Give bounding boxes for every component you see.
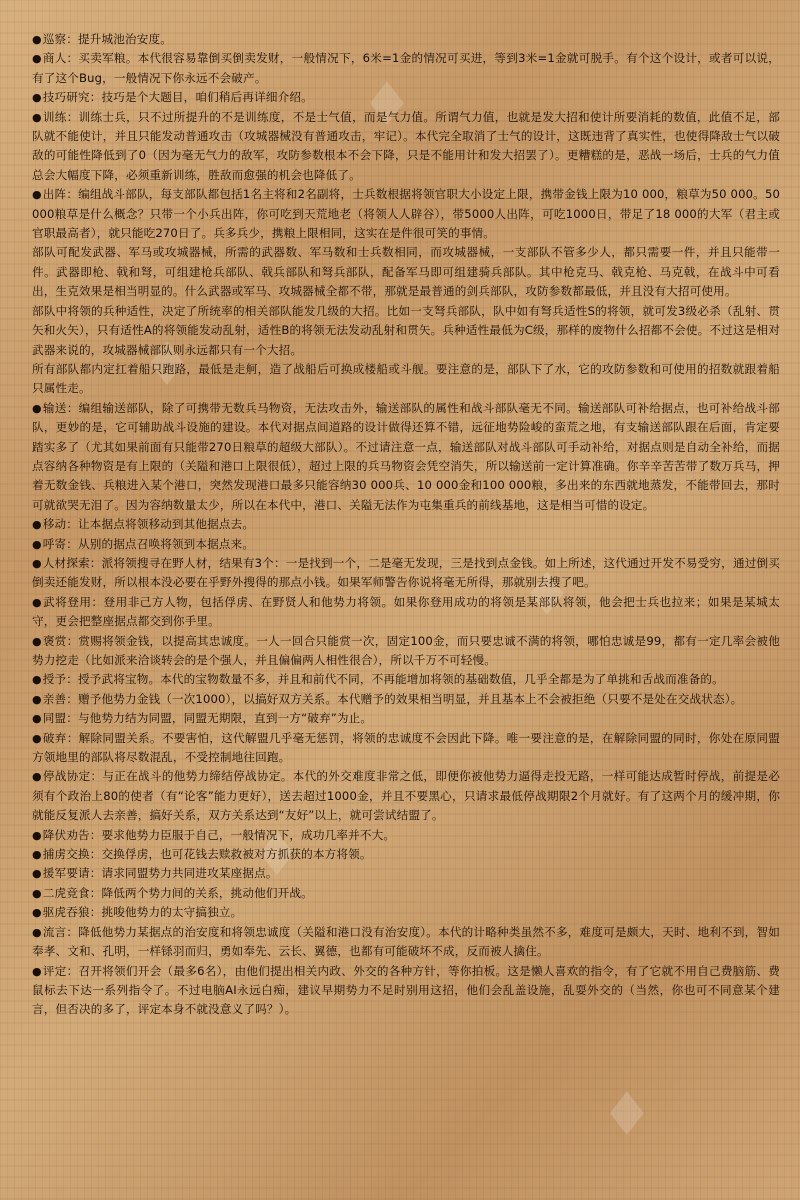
paragraph	[32, 399, 780, 515]
bullet-icon: ●	[32, 595, 43, 609]
bullet-icon: ●	[32, 906, 42, 920]
paragraph-text: 部队可配发武器、军马或攻城器械，所需的武器数、军马数和士兵数相同，而攻城器械，一支部队不管多少人，都只需要一件，并且只能带一件。武器即枪、戟和弩，可组建枪兵部队、戟兵部队和弩兵部队，配备军马即可组建骑兵部队。其中枪克马、戟克枪、马克戟，在战斗中可看出，生克效果是相当明显的。什么武器或军马、攻城器械全都不带，那就是最普通的剑兵部队，攻防参数都最低，并且没有大招可使用。	[32, 245, 780, 299]
bullet-icon: ●	[32, 867, 42, 881]
paragraph-text: 输送：编组输送部队，除了可携带无数兵马物资，无法攻击外，输送部队的属性和战斗部队毫无不同。输送部队可补给据点，也可补给战斗部队，更妙的是，它可辅助战斗设施的建设。本代对据点间道路的设计做得还算不错，远征地势险峻的蛮荒之地，有支输送部队跟在后面，肯定要踏实多了（尤其如果前面有只能带270日粮草的超级大部队）。不过请注意一点，输送部队对战斗部队可手动补给，对据点则是自动全补给，而据点容纳各种物资是有上限的（关隘和港口上限很低），超过上限的兵马物资会凭空消失，所以输送前一定计算准确。你辛辛苦苦带了数万兵马，押着无数金钱、兵粮进入某个港口，突然发现港口最多只能容纳30 000兵、10 000金和100 000粮，多出来的东西就地蒸发，不能带回去，那时可就欲哭无泪了。因为容纳数量太少，所以在本代中，港口、关隘无法作为屯集重兵的前线基地，这是相当可惜的设定。	[32, 400, 781, 512]
bullet-icon: ●	[32, 634, 42, 648]
paragraph	[32, 108, 780, 186]
bullet-icon: ●	[32, 964, 42, 978]
paragraph-text: 评定：召开将领们开会（最多6名），由他们提出相关内政、外交的各种方针，等你拍板。这是懒人喜欢的指令，有了它就不用自己费脑筋、费鼠标去下达一系列指令了。不过电脑AI永远白痴，建议早期势力不足时别用这招，他们会乱盖设施，乱耍外交的（当然，你也可不同意某个建言，但否决的多了，评定本身不就没意义了吗？）。	[32, 963, 781, 1017]
bullet-icon: ●	[32, 518, 42, 532]
paragraph	[32, 709, 780, 728]
paragraph	[32, 49, 780, 88]
article-body	[32, 30, 780, 1020]
bullet-icon: ●	[32, 33, 42, 46]
bullet-icon: ●	[32, 52, 42, 66]
paragraph-text: 降伏劝告：要求他势力臣服于自己，一般情况下，成功几率并不大。	[42, 827, 396, 842]
paragraph	[32, 845, 780, 864]
watermark-decoration: ♦	[360, 70, 414, 140]
paragraph	[32, 826, 780, 845]
bullet-icon: ●	[32, 692, 42, 706]
paragraph-text: 褒赏：赏赐将领金钱，以提高其忠诚度。一人一回合只能赏一次，固定100金，而只要忠诚不满的将领，哪怕忠诚是99，都有一定几率会被他势力挖走（比如派来洽谈转会的是个强人，并且偏偏两人相性很合），所以千万不可轻慢。	[32, 633, 780, 667]
paragraph	[32, 729, 780, 768]
paragraph	[32, 302, 780, 360]
paragraph	[32, 535, 780, 554]
paragraph	[32, 515, 780, 534]
bullet-icon: ●	[32, 886, 42, 900]
paragraph-text: 破弃：解除同盟关系。不要害怕，这代解盟几乎毫无惩罚，将领的忠诚度不会因此下降。唯一要注意的是，在解除同盟的同时，你处在原同盟方领地里的部队将尽数混乱，不受控制地往回跑。	[32, 730, 781, 765]
paragraph-text: 人材探索：派将领搜寻在野人材，结果有3个：一是找到一个，二是毫无发现，三是找到点金钱。如上所述，这代通过开发不易受穷，通过倒买倒卖还能发财，所以根本没必要在乎野外搜得的那点小钱。如果军师警告你说将毫无所得，那就别去搜了吧。	[32, 555, 780, 590]
paragraph	[32, 903, 780, 922]
paragraph	[32, 864, 780, 883]
paragraph	[32, 690, 780, 709]
paragraph-text: 技巧研究：技巧是个大题目，咱们稍后再详细介绍。	[42, 90, 313, 105]
paragraph	[32, 88, 780, 107]
paragraph-text: 驱虎吞狼：挑唆他势力的太守搞独立。	[42, 905, 243, 920]
paragraph-text: 流言：降低他势力某据点的治安度和将领忠诚度（关隘和港口没有治安度）。本代的计略种类虽然不多，难度可是颇大，天时、地利不到，智如奉孝、文和、孔明，一样铩羽而归，勇如奉先、云长、翼德，也都有可能破坏不成，反而被人擒住。	[32, 924, 781, 959]
paragraph-text: 所有部队都内定扛着船只跑路，最低是走舸，造了战船后可换成楼船或斗舰。要注意的是，部队下了水，它的攻防参数和可使用的招数就跟着船只属性走。	[32, 361, 780, 396]
bullet-icon: ●	[32, 828, 42, 842]
bullet-icon: ●	[32, 712, 42, 726]
paragraph-text: 部队中将领的兵种适性，决定了所统率的相关部队能发几级的大招。比如一支弩兵部队，队中如有弩兵适性S的将领，就可发3级必杀（乱射、贯矢和火矢），只有适性A的将领能发动乱射，适性B的将领无法发动乱射和贯矢。兵种适性最低为C级，那样的废物什么招都不会使。不过这是相对武器来说的，攻城器械部队则永远都只有一个大招。	[32, 303, 780, 357]
paragraph	[32, 593, 780, 632]
paragraph-text: 训练：训练士兵，只不过所提升的不是训练度，不是士气值，而是气力值。所谓气力值，也就是发大招和使计所要消耗的数值，此值不足，部队就不能使计，并且只能发动普通攻击（攻城器械没有普通攻击，牢记）。本代完全取消了士气的设计，这既违背了真实性，也使得降敌士气以破敌的可能性降低到了0（因为毫无气力的敌军，攻防参数根本不会下降，只是不能用计和发大招罢了）。更糟糕的是，恶战一场后，士兵的气力值总会大幅度下降，必须重新训练，胜敌而愈强的机会也降低了。	[32, 109, 781, 182]
bullet-icon: ●	[32, 537, 42, 551]
bullet-icon: ●	[32, 770, 42, 784]
paragraph-text: 援军要请：请求同盟势力共同进攻某座据点。	[42, 866, 278, 881]
bullet-icon: ●	[32, 556, 42, 570]
paragraph-text: 移动：让本据点将领移动到其他据点去。	[42, 517, 255, 532]
paragraph-text: 出阵：编组战斗部队，每支部队都包括1名主将和2名副将，士兵数根据将领官职大小设定上限，携带金钱上限为10 000，粮草为50 000。50 000粮草是什么概念？只带一个小兵出阵，你可吃到天荒地老（将领人人辟谷），带5000人出阵，可吃1000日，带足了18 000的大军（君主或官职最高者），就只能吃270日了。兵多兵少，携粮上限相同，这实在是件很可笑的事情。	[32, 187, 780, 241]
paragraph-text: 巡察：提升城池治安度。	[42, 32, 172, 46]
watermark-decoration: ♦	[520, 560, 574, 630]
paragraph	[32, 767, 780, 825]
paragraph-text: 亲善：赠予他势力金钱（一次1000），以搞好双方关系。本代赠予的效果相当明显，并且基本上不会被拒绝（只要不是处在交战状态）。	[42, 691, 743, 706]
paragraph-text: 商人：买卖军粮。本代很容易靠倒买倒卖发财，一般情况下，6米=1金的情况可买进，等到3米=1金就可脱手。有个这个设计，或者可以说，有了这个Bug，一般情况下你永远不会破产。	[32, 51, 780, 85]
bullet-icon: ●	[32, 188, 42, 202]
paragraph	[32, 360, 780, 399]
paragraph	[32, 884, 780, 903]
bullet-icon: ●	[32, 848, 42, 862]
watermark-decoration: ♦	[250, 820, 304, 890]
watermark-decoration: ♦	[600, 1080, 654, 1150]
paragraph	[32, 923, 780, 962]
bullet-icon: ●	[32, 91, 42, 105]
paragraph	[32, 185, 780, 243]
paragraph-text: 停战协定：与正在战斗的他势力缔结停战协定。本代的外交难度非常之低，即便你被他势力逼得走投无路，一样可能达成暂时停战，前提是必须有个政治上80的使者（有“论客”能力更好），送去超过1000金，并且不要黑心，只请求最低停战期限2个月就好。有了这两个月的缓冲期，你就能反复派人去亲善，搞好关系，双方关系达到“友好”以上，就可尝试结盟了。	[32, 769, 781, 823]
paragraph	[32, 670, 780, 689]
bullet-icon: ●	[32, 401, 42, 415]
paragraph-text: 二虎竞食：降低两个势力间的关系，挑动他们开战。	[42, 885, 313, 900]
paragraph	[32, 554, 780, 593]
paragraph-text: 武将登用：登用非己方人物，包括俘虏、在野贤人和他势力将领。如果你登用成功的将领是某部队将领，他会把士兵也拉来；如果是某城太守，更会把整座据点都交到你手里。	[32, 594, 780, 629]
paragraph	[32, 30, 780, 49]
paragraph-text: 呼寄：从别的据点召唤将领到本据点来。	[42, 536, 255, 551]
bullet-icon: ●	[32, 110, 42, 124]
paragraph-text: 授予：授予武将宝物。本代的宝物数量不多，并且和前代不同，不再能增加将领的基础数值，几乎全都是为了单挑和舌战而准备的。	[42, 672, 724, 687]
bullet-icon: ●	[32, 731, 42, 745]
bullet-icon: ●	[32, 673, 42, 687]
watermark-decoration: ♦	[140, 330, 194, 400]
paragraph	[32, 632, 780, 671]
paragraph-text: 捕虏交换：交换俘虏，也可花钱去赎救被对方抓获的本方将领。	[42, 847, 372, 862]
paragraph	[32, 962, 780, 1020]
bullet-icon: ●	[32, 925, 42, 939]
paragraph	[32, 243, 780, 301]
paragraph-text: 同盟：与他势力结为同盟，同盟无期限，直到一方“破弃”为止。	[42, 711, 373, 726]
